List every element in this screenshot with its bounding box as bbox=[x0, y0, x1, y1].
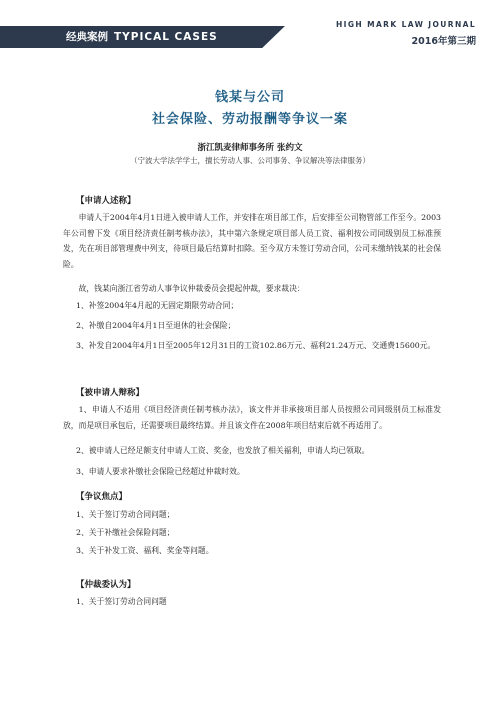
heading-tribunal: 【仲裁委认为】 bbox=[76, 580, 136, 590]
author-bio: （宁波大学法学学士，擅长劳动人事、公司事务、争议解决等法律服务） bbox=[130, 156, 370, 165]
heading-issues: 【争议焦点】 bbox=[76, 492, 128, 502]
heading-respondent: 【被申请人辩称】 bbox=[76, 388, 145, 398]
article-title-line2: 社会保险、劳动报酬等争议一案 bbox=[151, 112, 348, 127]
issue-item-1: 1、关于签订劳动合同问题； bbox=[76, 510, 175, 519]
section-label-cn: 经典案例 bbox=[66, 31, 108, 43]
respondent-item-1: 1、申请人不适用《项目经济责任制考核办法》，该文件并非承接项目部人员按照公司同级别员工标准发放，而是项目承包后，还需要项目最终结算。并且该文件在2008年项目结束后就不再适用了。 bbox=[63, 405, 441, 430]
respondent-item-3: 3、申请人要求补缴社会保险已经超过仲裁时效。 bbox=[76, 467, 245, 476]
author-line: 浙江凯麦律师事务所 张约文 bbox=[197, 143, 303, 153]
issue-item-2: 2、关于补缴社会保险问题； bbox=[76, 528, 175, 537]
respondent-item-2: 2、被申请人已经足额支付申请人工资、奖金，也发放了相关福利，申请人均已领取。 bbox=[76, 446, 370, 455]
journal-name: HIGH MARK LAW JOURNAL bbox=[336, 20, 476, 29]
applicant-paragraph-1: 申请人于2004年4月1日进入被申请人工作，并安排在项目部工作，后安排至公司物管部工作至今。2003年公司曾下发《项目经济责任制考核办法》，其中第六条规定项目部人员工资、福利按公司同级别员工标准预发，先在项目部管理费中列支，待项目最后结算时扣除。至今双方未签订劳动合同，公司未缴纳钱某的社会保险。 bbox=[63, 213, 441, 269]
claim-item-1: 1、补签2004年4月起的无固定期限劳动合同； bbox=[76, 301, 239, 310]
claim-item-2: 2、补缴自2004年4月1日至退休的社会保险； bbox=[76, 321, 236, 330]
applicant-paragraph-2: 故，钱某向浙江省劳动人事争议仲裁委员会提起仲裁，要求裁决： bbox=[78, 284, 305, 293]
section-label bbox=[66, 28, 218, 46]
heading-applicant: 【申请人述称】 bbox=[76, 196, 136, 206]
issue-item-3: 3、关于补发工资、福利、奖金等问题。 bbox=[76, 546, 214, 555]
article-title-line1: 钱某与公司 bbox=[214, 90, 285, 105]
tribunal-item-1: 1、关于签订劳动合同问题 bbox=[76, 597, 167, 606]
issue-number: 2016年第三期 bbox=[411, 36, 476, 47]
claim-item-3: 3、补发自2004年4月1日至2005年12月31日的工资102.86万元、福利21.24万元、交通费15600元。 bbox=[76, 341, 436, 350]
section-label-en: TYPICAL CASES bbox=[114, 31, 218, 43]
